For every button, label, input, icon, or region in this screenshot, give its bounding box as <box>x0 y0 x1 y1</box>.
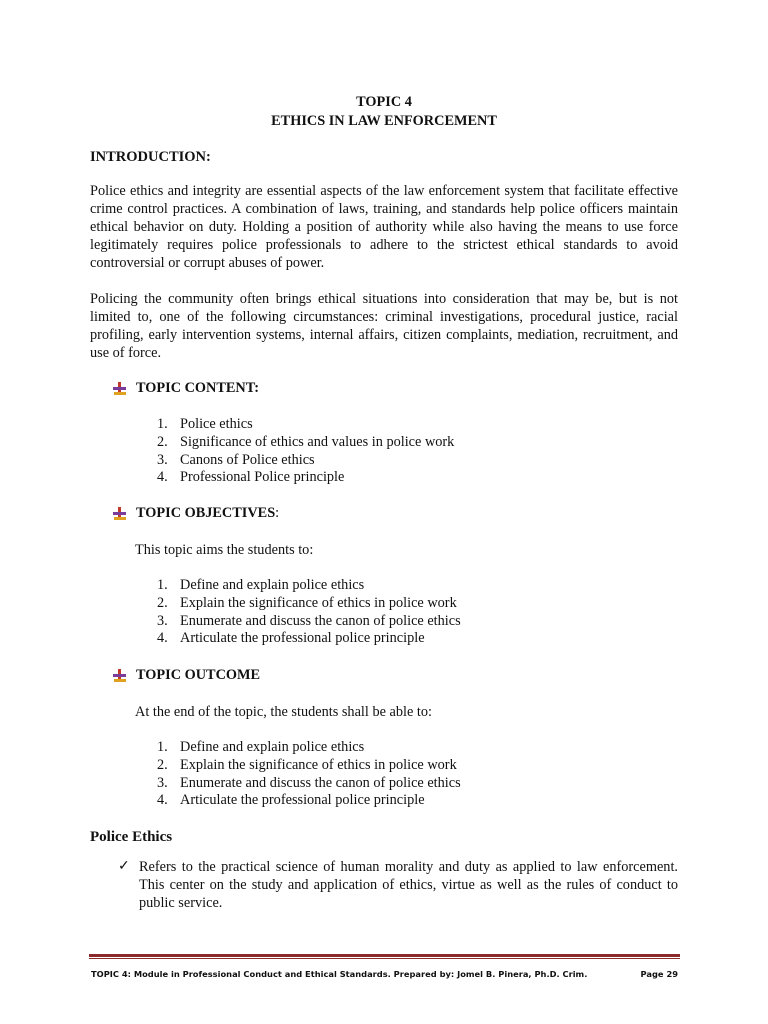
topic-outcome-heading <box>112 666 260 684</box>
list-item: 1. Define and explain police ethics <box>157 739 365 755</box>
topic-outcome-heading-text: TOPIC OUTCOME <box>136 667 261 683</box>
cross-arrow-bullet-icon <box>112 505 128 521</box>
list-item: 3. Enumerate and discuss the canon of police ethics <box>157 774 461 791</box>
introduction-paragraph-2: Policing the community often brings ethical situations into consideration that may be, but is not limited to, one of the following circumstances: criminal investigations, procedural justice, racial profiling, early intervention systems, internal affairs, citizen complaints, mediation, recruitment, and use of force. <box>90 291 678 361</box>
topic-outcome-lead: At the end of the topic, the students shall be able to: <box>135 704 432 720</box>
footer-rule-thin <box>89 958 680 959</box>
list-item: 4. Articulate the professional police principle <box>157 630 425 647</box>
topic-content-heading-text: TOPIC CONTENT: <box>136 380 259 396</box>
topic-objectives-heading-text: TOPIC OBJECTIVES <box>136 505 276 521</box>
list-item: 4. Professional Police principle <box>157 469 345 486</box>
introduction-paragraph-1: Police ethics and integrity are essential aspects of the law enforcement system that facilitate effective crime control practices. A combination of laws, training, and standards help police officers maintain ethical behavior on duty. Holding a position of authority while also having the means to use force legitimately requires police professionals to adhere to the strictest ethical standards to avoid controversial or corrupt abuses of power. <box>90 183 678 271</box>
page-title <box>0 93 768 131</box>
footer-text: TOPIC 4: Module in Professional Conduct and Ethical Standards. Prepared by: Jomel B. Pinera, Ph.D. Crim. <box>91 969 588 979</box>
list-item: 1. Define and explain police ethics <box>157 577 365 593</box>
cross-arrow-bullet-icon <box>112 667 128 683</box>
cross-arrow-bullet-icon <box>112 380 128 396</box>
police-ethics-definition: Refers to the practical science of human morality and duty as applied to law enforcement. This center on the study and application of ethics, virtue as well as the rules of conduct to public service. <box>139 859 678 911</box>
page-number: Page 29 <box>640 969 678 979</box>
list-item: 1. Police ethics <box>157 416 253 432</box>
topic-outcome-list <box>135 738 461 809</box>
topic-objectives-heading: TOPIC OBJECTIVES : <box>112 504 279 522</box>
introduction-heading: INTRODUCTION: <box>90 149 211 165</box>
list-item: 4. Articulate the professional police principle <box>157 792 425 809</box>
topic-content-heading <box>112 379 259 397</box>
topic-objectives-lead: This topic aims the students to: <box>135 542 314 558</box>
topic-content-list <box>135 415 454 486</box>
list-item: 2. Significance of ethics and values in police work <box>157 433 455 450</box>
list-item: 3. Canons of Police ethics <box>157 451 315 468</box>
title-line-2: ETHICS IN LAW ENFORCEMENT <box>271 113 497 129</box>
checkmark-icon: ✓ <box>118 859 130 874</box>
footer-rule <box>89 954 680 957</box>
list-item: 3. Enumerate and discuss the canon of police ethics <box>157 612 461 629</box>
title-line-1: TOPIC 4 <box>356 94 412 110</box>
list-item: 2. Explain the significance of ethics in police work <box>157 594 457 611</box>
topic-objectives-list <box>135 576 461 647</box>
list-item: 2. Explain the significance of ethics in police work <box>157 756 457 773</box>
page-footer <box>91 965 678 983</box>
police-ethics-heading: Police Ethics <box>90 829 173 845</box>
